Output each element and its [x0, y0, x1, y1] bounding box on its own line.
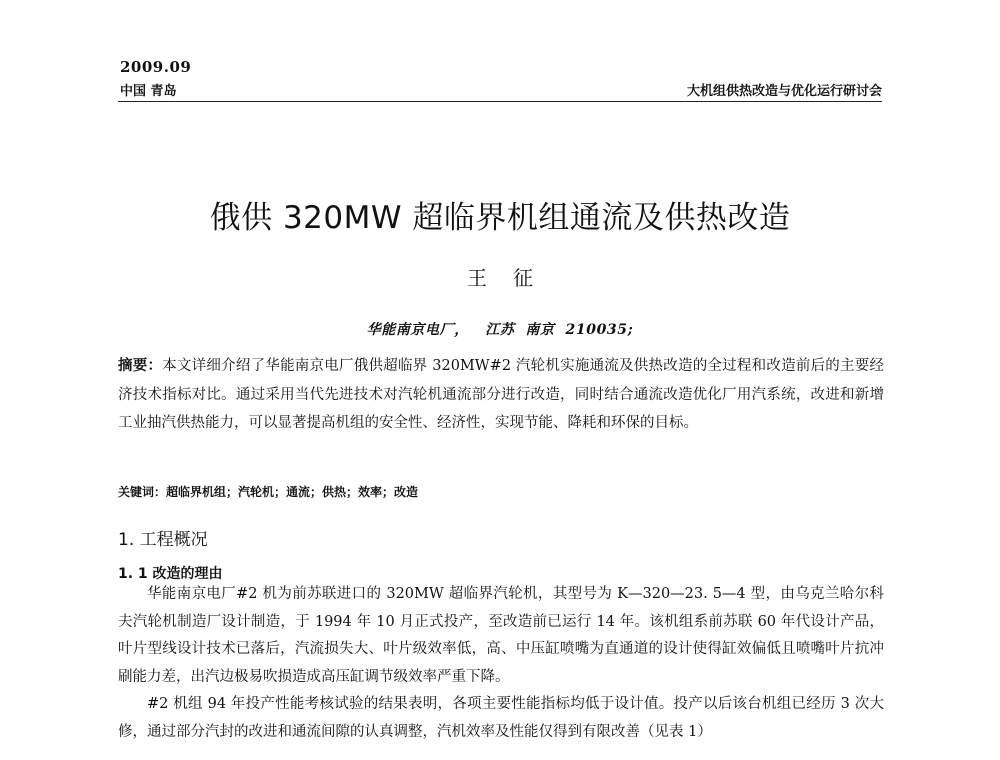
subsection-heading: 1. 1 改造的理由	[118, 566, 223, 582]
paper-author: 王征	[467, 266, 559, 290]
abstract-text: 本文详细介绍了华能南京电厂俄供超临界 320MW#2 汽轮机实施通流及供热改造的全过程和改造前后的主要经济技术指标对比。通过采用当代先进技术对汽轮机通流部分进行改造，同时结合通流改造优化厂用汽系统，改进和新增工业抽汽供热能力，可以显著提高机组的安全性、经济性，实现节能、降耗和环保的目标。	[118, 358, 885, 431]
body-text	[118, 581, 884, 746]
header-place: 中国 青岛	[120, 84, 177, 99]
header-date: 2009.09	[120, 58, 192, 76]
paper-affiliation: 华能南京电厂， 江苏 南京 210035;	[366, 322, 634, 338]
section-heading: 1. 工程概况	[118, 530, 208, 550]
keywords: 关键词：超临界机组；汽轮机；通流；供热；效率；改造	[118, 485, 419, 499]
paper-title: 俄供 320MW 超临界机组通流及供热改造	[209, 200, 791, 236]
header-divider	[118, 101, 882, 102]
body-paragraph: #2 机组 94 年投产性能考核试验的结果表明，各项主要性能指标均低于设计值。投产以后该台机组已经历 3 次大修，通过部分汽封的改进和通流间隙的认真调整，汽机效率及性能仅得到有限改善（见表 1）	[118, 696, 884, 740]
abstract-label: 摘要：	[118, 357, 163, 374]
abstract	[118, 352, 884, 438]
header-conference: 大机组供热改造与优化运行研讨会	[686, 84, 882, 99]
body-paragraph: 华能南京电厂#2 机为前苏联进口的 320MW 超临界汽轮机，其型号为 K—320—23. 5—4 型，由乌克兰哈尔科夫汽轮机制造厂设计制造，于 1994 年 10 月正式投产，至改造前已运行 14 年。该机组系前苏联 60 年代设计产品，叶片型线设计技术已落后，汽流损失大、叶片级效率低，高、中压缸喷嘴为直通道的设计使得缸效偏低且喷嘴叶片抗冲刷能力差，出汽边极易吹损造成高压缸调节级效率严重下降。	[118, 586, 884, 685]
